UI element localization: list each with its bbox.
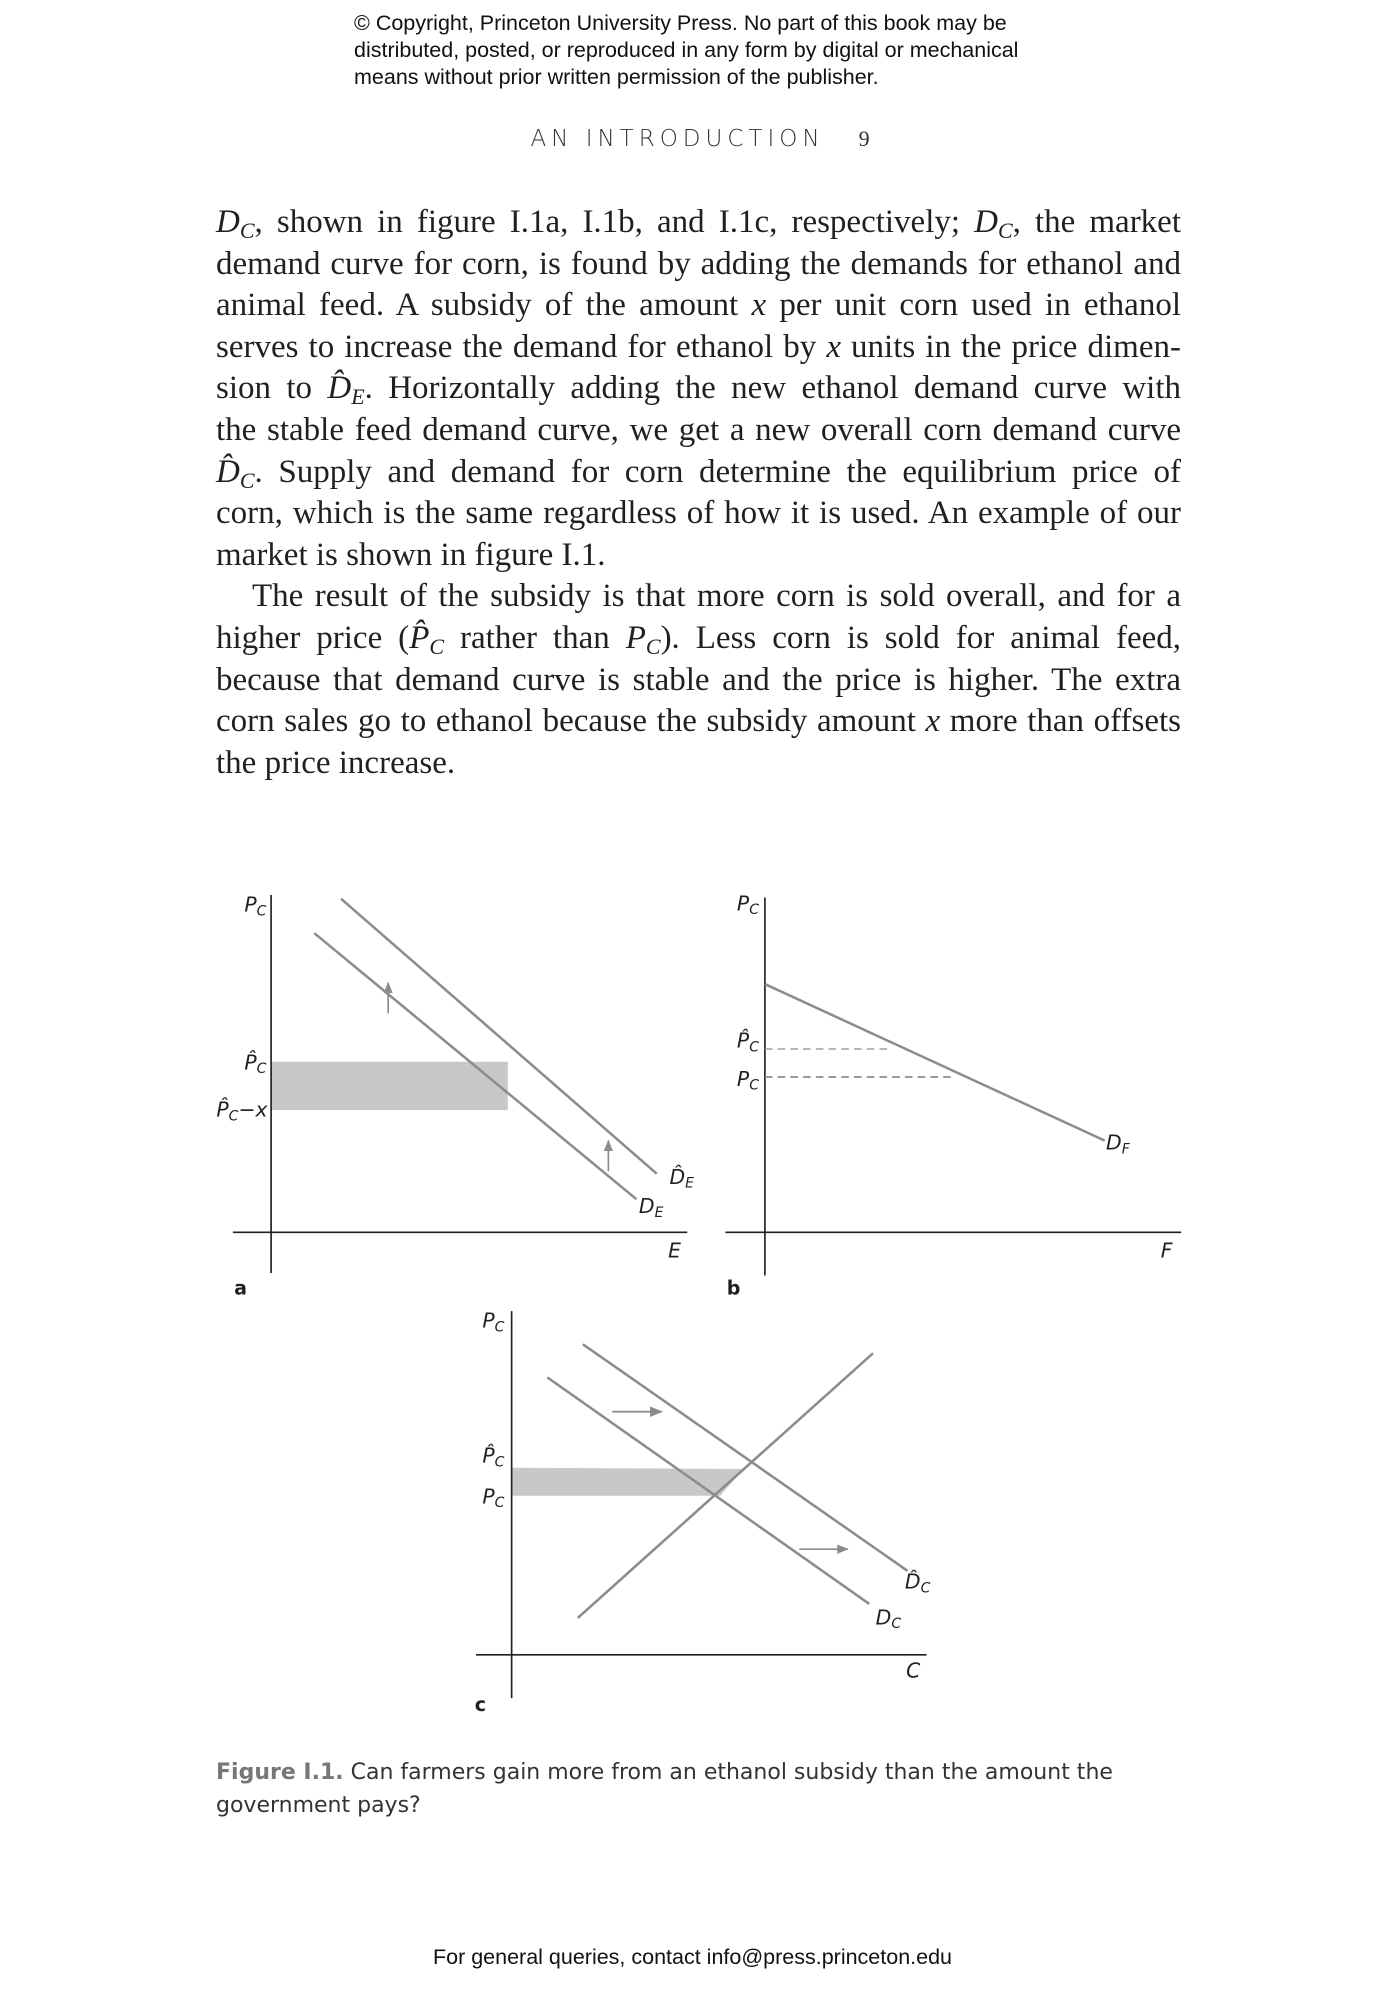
math-symbol: D [974, 204, 998, 240]
curve-label-df: DF [1106, 1130, 1130, 1158]
panel-letter: c [474, 1692, 487, 1716]
math-symbol: E [351, 384, 365, 410]
footer-contact: For general queries, contact info@press.princeton.edu [433, 1945, 953, 1969]
text-run: . Horizontally adding the new ethanol demand curve with [364, 370, 1181, 407]
text-run: units in the price dimen- [840, 328, 1181, 365]
text-run: corn sales go to ethanol because the subsidy amount [216, 703, 926, 740]
math-symbol: D̂ [327, 370, 352, 407]
math-symbol: C [239, 467, 255, 493]
panel-c [475, 1309, 931, 1716]
text-run: rather than [444, 619, 626, 656]
y-axis-label: PC [482, 1308, 505, 1336]
page-number: 9 [858, 126, 870, 151]
running-head-title: AN INTRODUCTION [530, 126, 825, 152]
text-run: higher price ( [216, 619, 410, 656]
math-symbol: C [429, 633, 445, 659]
tick-label-pc-hat-minus-x: P̂C−x [216, 1097, 268, 1125]
tick-label-pc-hat: P̂C [482, 1443, 505, 1471]
x-axis-label: F [1160, 1238, 1173, 1263]
caption-text: Can farmers gain more from an ethanol subsidy than the amount the government pays? [216, 1760, 1113, 1818]
text-run: The result of the subsidy is that more corn is sold overall, and for a [252, 578, 1181, 615]
caption-label: Figure I.1. [216, 1760, 344, 1785]
math-symbol: x [925, 703, 941, 740]
curve-dc-hat [583, 1344, 908, 1571]
subsidy-area-shade [271, 1062, 508, 1110]
curve-label-dc-hat: D̂C [904, 1569, 931, 1597]
text-run: . Supply and demand for corn determine the equilibrium price of [254, 453, 1181, 490]
math-symbol: x [826, 328, 841, 365]
text-run: more than offsets [940, 703, 1181, 740]
tick-label-pc: PC [482, 1484, 505, 1512]
math-symbol: P̂ [409, 619, 430, 656]
text-run: ). Less corn is sold for animal feed, [660, 619, 1182, 656]
text-run: market is shown in figure I.1. [216, 536, 606, 573]
y-axis-label: PC [736, 891, 759, 919]
text-run: serves to increase the demand for ethanol by [216, 328, 827, 365]
curve-label-de: DE [638, 1194, 664, 1222]
text-run: , the market [1012, 204, 1181, 240]
text-run: per unit corn used in ethanol [766, 287, 1181, 324]
text-run: the price increase. [216, 744, 456, 781]
x-axis-label: C [906, 1658, 921, 1683]
curve-label-dc: DC [875, 1605, 902, 1633]
tick-label-pc: PC [736, 1066, 759, 1094]
curve-df [765, 984, 1105, 1141]
text-run: animal feed. A subsidy of the amount [216, 287, 752, 324]
panel-letter: a [234, 1276, 248, 1300]
text-run: because that demand curve is stable and the price is higher. The extra [216, 661, 1181, 698]
curve-de-hat [341, 899, 657, 1174]
copyright-line: © Copyright, Princeton University Press. No part of this book may be [354, 11, 1007, 35]
text-run: demand curve for corn, is found by adding the demands for ethanol and [216, 245, 1181, 282]
panel-letter: b [726, 1276, 741, 1300]
text-run: , shown in figure I.1a, I.1b, and I.1c, respectively; [254, 204, 975, 240]
math-symbol: D [216, 204, 240, 240]
y-axis-label: PC [244, 892, 267, 920]
x-axis-label: E [668, 1238, 682, 1263]
text-run: sion to [216, 370, 328, 407]
copyright-line: means without prior written permission of the publisher. [354, 65, 879, 89]
text-run: corn, which is the same regardless of how it is used. An example of our [216, 495, 1181, 532]
math-symbol: C [239, 218, 255, 243]
math-symbol: D̂ [216, 453, 240, 490]
tick-label-pc-hat: P̂C [736, 1028, 759, 1056]
math-symbol: P [625, 619, 646, 656]
figure-caption [216, 1756, 1116, 1822]
text-run: the stable feed demand curve, we get a new overall corn demand curve [216, 411, 1181, 448]
math-symbol: x [751, 287, 767, 324]
panel-b [725, 891, 1181, 1299]
math-symbol: C [645, 633, 661, 659]
math-symbol: C [997, 218, 1013, 243]
copyright-line: distributed, posted, or reproduced in any form by digital or mechanical [354, 38, 1019, 62]
curve-label-de-hat: D̂E [669, 1164, 695, 1192]
panel-a [216, 893, 694, 1300]
tick-label-pc-hat: P̂C [244, 1050, 267, 1078]
